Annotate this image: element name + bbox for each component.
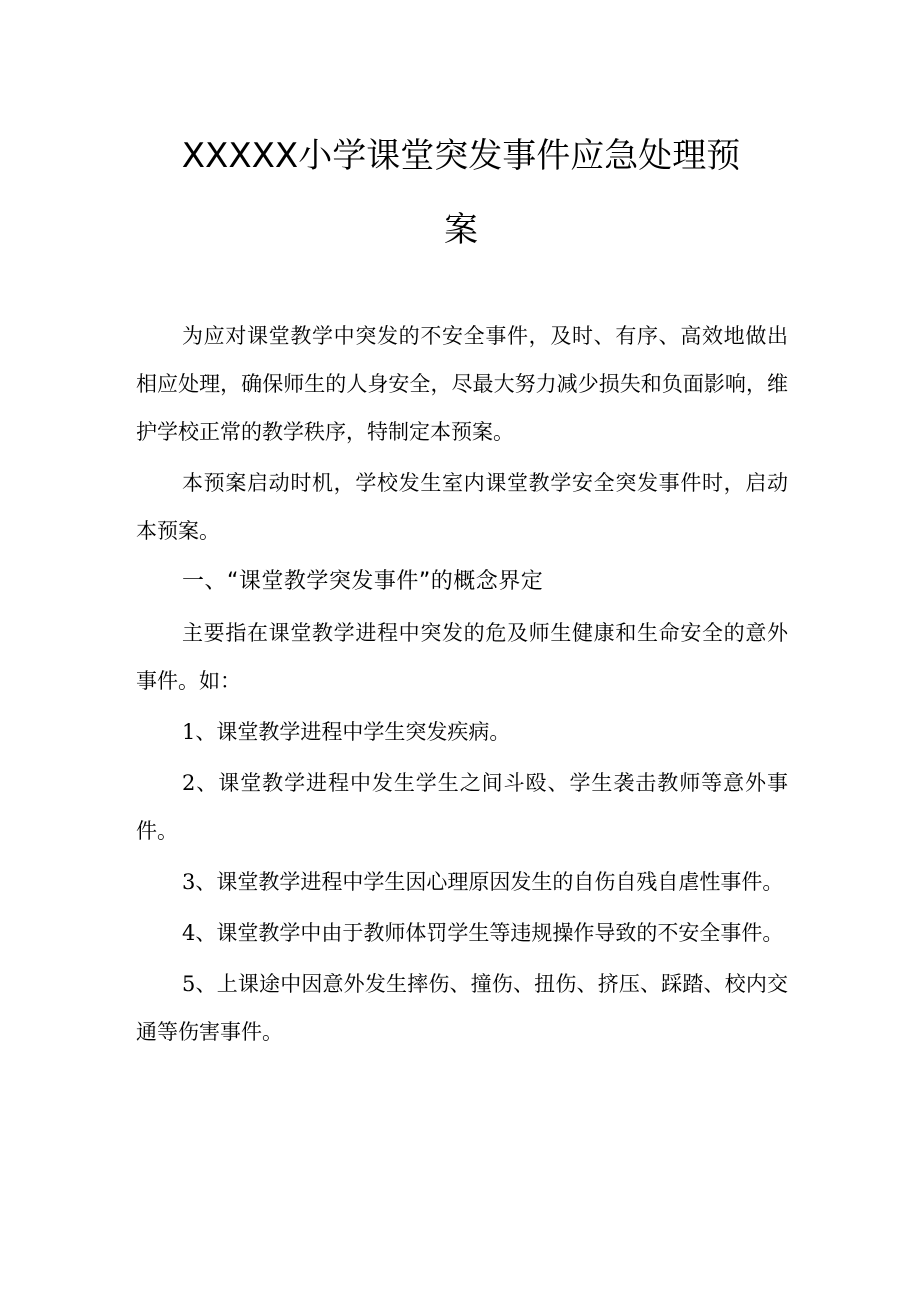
document-title-line-2: 案 <box>444 210 478 250</box>
list-item: 2、课堂教学进程中发生学生之间斗殴、学生袭击教师等意外事件。 <box>136 771 788 843</box>
list-item: 4、课堂教学中由于教师体罚学生等违规操作导致的不安全事件。 <box>182 921 784 945</box>
section-heading: 一、“课堂教学突发事件”的概念界定 <box>182 569 544 594</box>
list-item: 3、课堂教学进程中学生因心理原因发生的自伤自残自虐性事件。 <box>182 870 784 894</box>
document-title-line-1: XXXXX小学课堂突发事件应急处理预 <box>181 136 741 176</box>
definition-paragraph: 主要指在课堂教学进程中突发的危及师生健康和生命安全的意外事件。如： <box>136 621 788 693</box>
intro-paragraph: 为应对课堂教学中突发的不安全事件，及时、有序、高效地做出相应处理，确保师生的人身安全，尽最大努力减少损失和负面影响，维护学校正常的教学秩序，特制定本预案。 <box>136 324 788 444</box>
activation-paragraph: 本预案启动时机，学校发生室内课堂教学安全突发事件时，启动本预案。 <box>136 471 788 543</box>
list-item: 1、课堂教学进程中学生突发疾病。 <box>182 720 511 744</box>
document-body <box>136 312 788 1059</box>
list-item: 5、上课途中因意外发生摔伤、撞伤、扭伤、挤压、踩踏、校内交通等伤害事件。 <box>136 972 788 1044</box>
